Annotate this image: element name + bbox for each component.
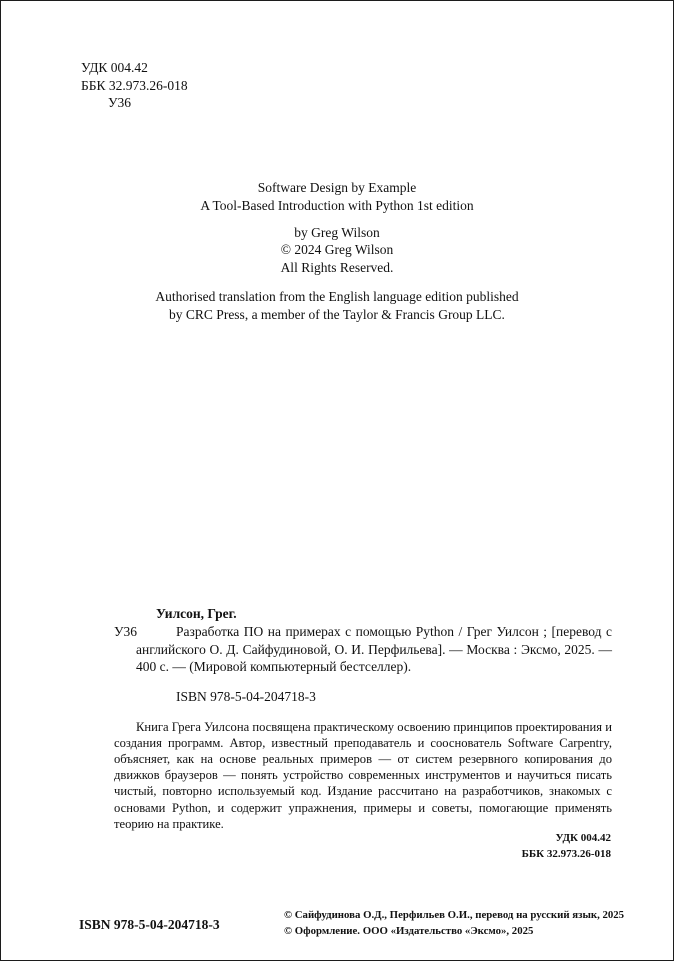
translation-notice-line1: Authorised translation from the English language edition published [155, 289, 519, 305]
author-sign-code: У36 [108, 95, 132, 111]
catalog-entry-text: Разработка ПО на примерах с помощью Python / Грег Уилсон ; [перевод с английского О. Д. Сайфудиновой, О. И. Перфильева]. — Москва : Эксмо, 2025. — 400 с. — (Мировой компьютерный бестселлер). [136, 624, 612, 674]
catalog-author-sign: У36 [114, 624, 138, 640]
bbk-code: ББК 32.973.26-018 [81, 77, 188, 93]
udk-code-right: УДК 004.42 [555, 832, 611, 844]
copyright-translation: © Сайфудинова О.Д., Перфильев О.И., перевод на русский язык, 2025 [284, 909, 625, 921]
copyright-publisher: © Оформление. ООО «Издательство «Эксмо», 2025 [284, 925, 534, 938]
classification-codes-top [81, 59, 188, 112]
catalog-author-header: Уилсон, Грег. [156, 606, 237, 621]
translation-notice-line2: by CRC Press, a member of the Taylor & Francis Group LLC. [169, 306, 505, 322]
footer-isbn: ISBN 978-5-04-204718-3 [79, 917, 220, 932]
udk-code: УДК 004.42 [81, 60, 148, 75]
book-annotation: Книга Грега Уилсона посвящена практическому освоению принципов проектирования и создания программ. Автор, известный преподаватель и сооснователь Software Carpentry, объясняет, как на основе реальных примеров — от систем резервного копирования до движков браузеров — понять устройство современных инструментов и научиться писать чистый, повторно используемый код. Издание рассчитано на разработчиков, знакомых с основами Python, и содержит упражнения, примеры и советы, помогающие применять теорию на практике. [114, 720, 612, 831]
bbk-code-right: ББК 32.973.26-018 [521, 847, 611, 860]
catalog-isbn: ISBN 978-5-04-204718-3 [176, 689, 316, 705]
original-rights: All Rights Reserved. [280, 260, 394, 276]
original-title: Software Design by Example [257, 180, 417, 195]
classification-codes-right [522, 831, 611, 863]
footer-copyright-block [284, 907, 624, 939]
original-subtitle: A Tool-Based Introduction with Python 1st edition [200, 197, 474, 213]
original-author: by Greg Wilson [294, 224, 380, 240]
catalog-entry [114, 623, 612, 675]
original-copyright: © 2024 Greg Wilson [280, 242, 394, 258]
catalog-card-block [114, 605, 612, 705]
original-edition-block [1, 179, 673, 324]
